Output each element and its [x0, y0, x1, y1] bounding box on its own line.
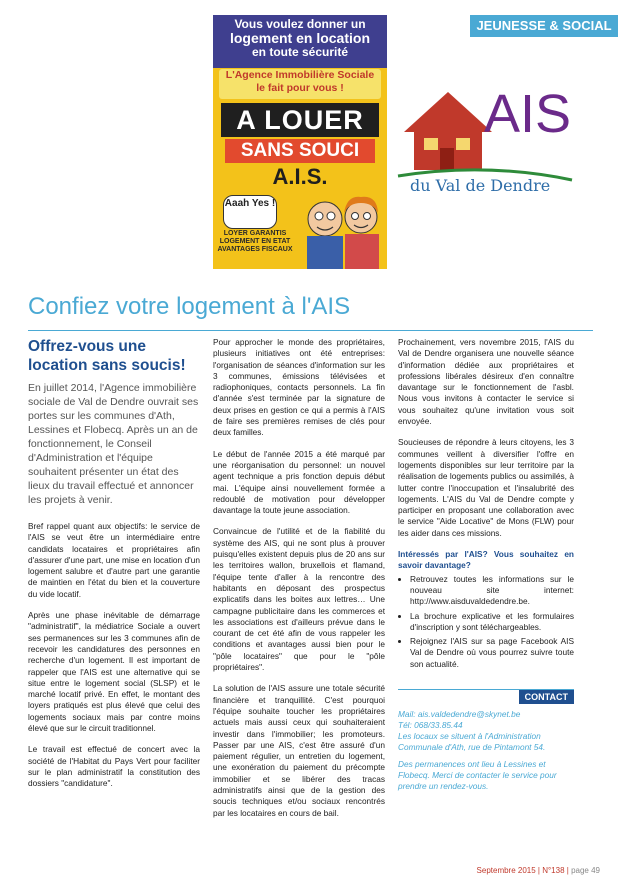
info-question: Intéressés par l'AIS? Vous souhaitez en savoir davantage?: [398, 549, 574, 571]
paragraph: Le travail est effectué de concert avec la société de l'Habitat du Pays Vert pour faciliter sur le plan administratif la constitution des dossiers "candidature".: [28, 744, 200, 789]
title-divider: [28, 330, 593, 331]
column-3: [398, 337, 574, 678]
page-footer: [477, 866, 600, 875]
poster-headline: [213, 15, 387, 68]
contact-box: [398, 709, 574, 798]
subheading: Offrez-vous une location sans soucis!: [28, 338, 186, 374]
column-2: [213, 337, 385, 829]
contact-phone[interactable]: Tél: 068/33.85.44: [398, 720, 463, 730]
section-tag: JEUNESSE & SOCIAL: [470, 15, 618, 37]
info-list: [398, 574, 574, 670]
poster-mid-2: le fait pour vous !: [256, 82, 344, 94]
paragraph: Le début de l'année 2015 a été marqué par une réorganisation du personnel: un nouvel agent technique a pris fonction depuis début mai. L'équipe ainsi nouvellement formée a redoublé de motivation pour développer davantage la toute jeune association.: [213, 448, 385, 516]
intro-paragraph: En juillet 2014, l'Agence immobilière sociale de Val de Dendre ouvrait ses portes sur les communes d'Ath, Lessines et Flobecq. Après un an de fonctionnement, le Conseil d'Administration et l'équipe souhaitent présenter un état des lieux du travail effectué et annoncer les projets à venir.: [28, 382, 199, 506]
poster-ais: A.I.S.: [272, 164, 328, 189]
list-item: • Retrouvez toutes les informations sur le nouveau site internet: http://www.aisduvaldedendre.be.: [410, 574, 574, 608]
contact-note: Des permanences ont lieu à Lessines et Flobecq. Merci de contacter le service pour prendre un rendez-vous.: [398, 759, 557, 791]
poster-benefits: LOYER GARANTIS LOGEMENT EN ETAT AVANTAGES FISCAUX: [217, 230, 293, 253]
poster-line-3: en toute sécurité: [251, 45, 349, 59]
poster-speech-bubble: Aaah Yes !: [223, 195, 277, 229]
ais-logo: [396, 84, 576, 204]
paragraph: La solution de l'AIS assure une totale sécurité financière et tranquillité. C'est pourquoi l'équipe souhaite toucher les propriétaires actuels mais aussi ceux qui souhaiteraient investir dans l'immobilier; les promoteurs. Passer par une AIS, c'est être assuré d'un paiement régulier, un entretien du logement, une exonération du paiement du précompte immobilier et se libérer des tracas administratifs ainsi que de la gestion des soucis techniques et/ou sociaux rencontrés par les locataires en cours de bail.: [213, 683, 385, 818]
poster-a-louer: A LOUER: [221, 103, 379, 137]
poster-mid-1: L'Agence Immobilière Sociale: [225, 69, 375, 81]
paragraph: Convaincue de l'utilité et de la fiabilité du système des AIS, qui ne sont plus à prouver puisqu'elles existent depuis plus de 20 ans sur les territoires wallon, bruxellois et flamand, l'équipe tente d'aller à la rencontre des habitants en déposant des prospectus explicatifs dans les boites aux lettres… Une campagne publicitaire dans les commerces et les associations est d'ailleurs prévue dans le courant de cet été afin de vous rappeler les conditions et avantages aussi bien pour le "pôle locataires" que pour le "pôle propriétaires".: [213, 526, 385, 673]
list-item: • Rejoignez l'AIS sur sa page Facebook AIS Val de Dendre où vous pourrez suivre toute son actualité.: [410, 636, 574, 670]
contact-address: Les locaux se situent à l'Administration Communale d'Ath, rue de Pintamont 54.: [398, 731, 546, 752]
paragraph: Pour approcher le monde des propriétaires, plusieurs initiatives ont été entreprises: l'organisation de séances d'information sur les 3 communes, émissions télévisées et radiophoniques, contacts personnels. La fin d'année s'est terminée par la signature de deux prises en gestion ce qui a permis à l'AIS de faire ses premières remises de clés pour deux familles.: [213, 337, 385, 438]
poster-line-1: Vous voulez donner un: [234, 17, 366, 31]
cartoon-couple-icon: [297, 189, 387, 269]
page-title: Confiez votre logement à l'AIS: [28, 293, 351, 320]
poster-line-2: logement en location: [229, 30, 370, 46]
issue-info: Septembre 2015 | N°138 |: [476, 866, 569, 875]
paragraph: Prochainement, vers novembre 2015, l'AIS du Val de Dendre organisera une nouvelle séance d'information dédiée aux propriétaires et professions libérales désireux d'en connaître davantage sur le fonctionnement de l'asbl. Nous vous invitons à contacter le service si vous souhaitez qu'une invitation vous soit envoyée.: [398, 337, 574, 427]
paragraph: Soucieuses de répondre à leurs citoyens, les 3 communes veillent à diversifier l'offre en logements disponibles sur leur territoire par la réalisation de logements publics ou assimilés, à lutter contre l'inoccupation et l'insalubrité des logements. L'AIS du Val de Dendre compte y participer en proposant une collaboration avec le service "Aide Locative" de Mons (FLW) pour les aider dans ces missions.: [398, 437, 574, 538]
paragraph: Après une phase inévitable de démarrage "administratif", la médiatrice Sociale a ouvert ses permanences sur les 3 communes afin de recevoir les candidatures des personnes en recherche d'un logement. Il est important de rappeler que l'AIS est une alternative qui se situe entre le logement social (SLSP) et le marché locatif privé. En effet, le montant des loyers pratiqués est plus élevé que celui des logements sociaux mais par contre moins élevé que sur le circuit traditionnel.: [28, 610, 200, 734]
poster-sans-souci: SANS SOUCI: [225, 139, 375, 163]
list-item: • La brochure explicative et les formulaires d'inscription y sont téléchargeables.: [410, 611, 574, 634]
contact-header: [398, 689, 574, 704]
logo-subtitle: du Val de Dendre: [410, 176, 551, 195]
paragraph: Bref rappel quant aux objectifs: le service de l'AIS se veut être un intermédiaire entre candidats locataires et propriétaires afin d'assurer d'une part, une mise en location d'un logement salubre et d'autre part une garantie de maintien en l'état du bien et la couverture du vide locatif.: [28, 521, 200, 599]
poster-banner: [219, 69, 381, 99]
page-number: page 49: [571, 866, 600, 875]
poster-illustration: [213, 15, 387, 269]
contact-label: CONTACT: [519, 690, 574, 704]
contact-mail[interactable]: Mail: ais.valdedendre@skynet.be: [398, 709, 521, 719]
column-1: [28, 337, 200, 800]
logo-ais-text: AIS: [484, 84, 572, 144]
